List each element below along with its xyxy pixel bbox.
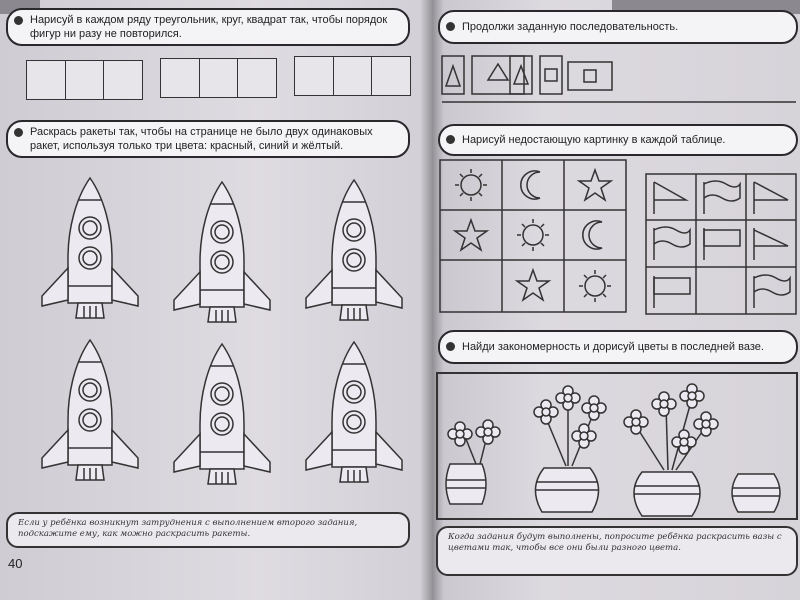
bullet-icon [446,342,455,351]
square-icon [584,70,596,82]
flag-icon [654,227,690,260]
sun-icon [517,219,549,251]
flower-icon [680,384,704,408]
flower-icon [694,412,718,436]
bullet-icon [446,22,455,31]
flower-icon [448,422,472,446]
square-icon [545,69,557,81]
flower-icon [534,400,558,424]
triangle-icon [488,64,508,80]
rocket-icon[interactable] [174,344,270,484]
task-text: Нарисуй недостающую картинку в каждой таблице. [462,134,726,146]
flag-icon [754,182,788,214]
flower-icon [572,424,596,448]
note-text: Если у ребёнка возникнут затруднения с выполнением второго задания, подскажите ему, как можно раскрасить ракеты. [18,518,358,539]
task-banner-missing-picture [438,124,798,156]
flower-icon [556,386,580,410]
flower-icon [624,410,648,434]
flower-icon [672,430,696,454]
flower-icon [582,396,606,420]
parent-note-right [436,526,798,576]
vase-icon [446,464,486,504]
triangle-icon [514,66,528,84]
moon-icon [583,221,602,249]
page-number: 40 [8,556,23,571]
rocket-icon[interactable] [174,182,270,322]
rocket-icon[interactable] [306,180,402,320]
flower-icon [476,420,500,444]
star-icon [455,220,487,250]
task-text: Найди закономерность и дорисуй цветы в последней вазе. [462,341,764,353]
triangle-icon [446,66,460,86]
sun-icon [579,270,611,302]
vase-icon[interactable] [732,474,780,512]
moon-icon [521,171,540,199]
bullet-icon [446,135,455,144]
flower-icon [652,392,676,416]
task-text: Нарисуй в каждом ряду треугольник, круг, квадрат так, чтобы порядок фигур ни разу не повторился. [30,14,388,40]
task-text: Продолжи заданную последовательность. [462,21,679,33]
vases-area [436,372,798,520]
sequence-row [436,48,800,108]
task-banner-flowers [438,330,798,364]
flag-icon [654,276,690,308]
rocket-icon[interactable] [42,340,138,480]
flag-icon [654,182,686,214]
task-banner-sequence [438,10,798,44]
rocket-icon[interactable] [306,342,402,482]
parent-note-left [6,512,410,548]
flag-icon [704,228,740,260]
note-text: Когда задания будут выполнены, попросите ребёнка раскрасить вазы с цветами так, чтобы все они были разного цвета. [448,532,782,553]
star-icon [517,270,549,300]
task-text: Раскрась ракеты так, чтобы на странице не было двух одинаковых ракет, используя только три цвета: красный, синий и жёлтый. [30,126,373,152]
flag-icon [704,181,740,214]
rocket-icon[interactable] [42,178,138,318]
flag-icon [754,275,790,308]
flag-icon [754,228,788,260]
star-icon [579,170,611,200]
sun-icon [455,169,487,201]
picture-tables [436,154,800,314]
